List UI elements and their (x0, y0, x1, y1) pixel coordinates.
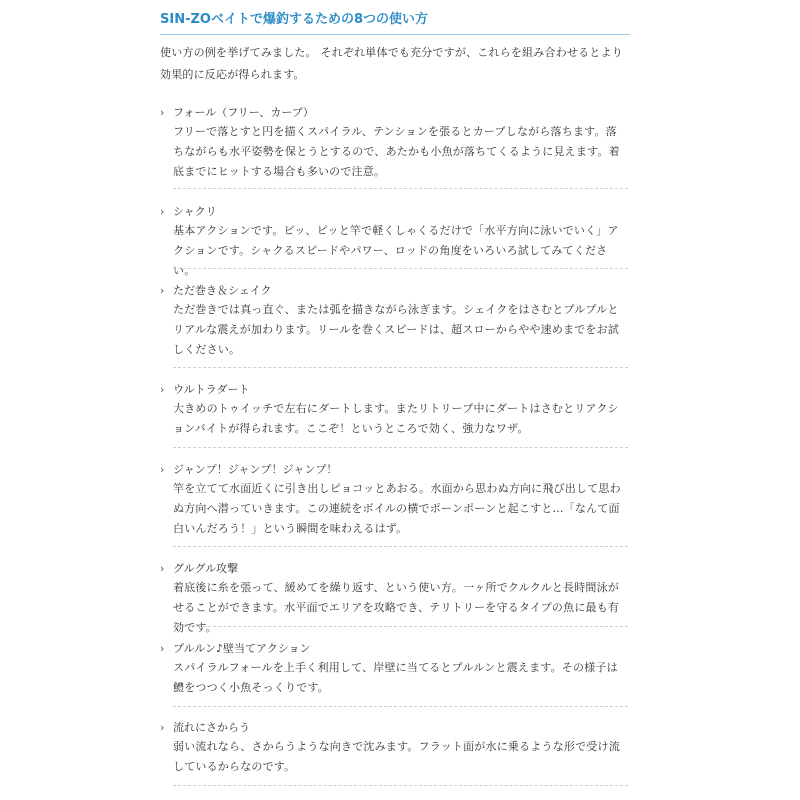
method-item (160, 460, 630, 539)
section-heading: SIN-ZOベイトで爆釣するための8つの使い方 (160, 10, 630, 35)
method-description: 着底後に糸を張って、緩めてを繰り返す、という使い方。一ヶ所でクルクルと長時間泳がせることができます。水平面でエリアを攻略でき、テリトリーを守るタイプの魚に最も有効です。 (173, 581, 620, 634)
dashed-divider (173, 188, 628, 189)
dashed-divider (173, 785, 628, 786)
method-item (160, 718, 630, 777)
method-description: 大きめのトゥイッチで左右にダートします。またリトリーブ中にダートはさむとリアクションバイトが得られます。ここぞ！というところで効く、強力なワザ。 (173, 402, 619, 435)
method-title-text: フォール（フリー、カーブ） (173, 106, 314, 119)
method-description: 基本アクションです。ピッ、ピッと竿で軽くしゃくるだけで「水平方向に泳いでいく」アクションです。シャクるスピードやパワー、ロッドの角度をいろいろ試してみてください。 (173, 224, 619, 277)
chevron-right-icon: › (160, 284, 165, 297)
dashed-divider (173, 546, 628, 547)
method-item (160, 639, 630, 698)
method-title-text: グルグル攻撃 (173, 562, 239, 575)
method-title-text: ウルトラダート (173, 383, 250, 396)
chevron-right-icon: › (160, 383, 165, 396)
method-title (160, 559, 630, 578)
method-title (160, 202, 630, 221)
method-title (160, 281, 630, 300)
method-title-text: シャクリ (173, 205, 217, 218)
method-description: ただ巻きでは真っ直ぐ、または弧を描きながら泳ぎます。シェイクをはさむとプルプルとリアルな震えが加わります。リールを巻くスピードは、超スローからやや速めまでをお試しください。 (173, 303, 620, 356)
method-description: フリーで落とすと円を描くスパイラル、テンションを張るとカーブしながら落ちます。落ちながらも水平姿勢を保とうとするので、あたかも小魚が落ちてくるように見えます。着底までにヒットする場合も多いので注意。 (173, 125, 620, 178)
method-title-text: ジャンプ！ジャンプ！ジャンプ！ (173, 463, 338, 476)
dashed-divider (173, 706, 628, 707)
dashed-divider (173, 626, 628, 627)
dashed-divider (173, 268, 628, 269)
method-item (160, 103, 630, 182)
chevron-right-icon: › (160, 642, 165, 655)
method-title (160, 380, 630, 399)
method-title-text: プルルン♪壁当てアクション (173, 642, 311, 655)
method-title-text: 流れにさからう (173, 721, 250, 734)
method-description: 弱い流れなら、さからうような向きで沈みます。フラット面が水に乗るような形で受け流しているからなのです。 (173, 740, 620, 773)
chevron-right-icon: › (160, 562, 165, 575)
method-title (160, 460, 630, 479)
dashed-divider (173, 447, 628, 448)
intro-paragraph: 使い方の例を挙げてみました。 それぞれ単体でも充分ですが、これらを組み合わせるとより効果的に反応が得られます。 (160, 46, 623, 81)
method-description: スパイラルフォールを上手く利用して、岸壁に当てるとプルルンと震えます。その様子は鱧をつつく小魚そっくりです。 (173, 661, 618, 694)
method-title-text: ただ巻き＆シェイク (173, 284, 272, 297)
method-title (160, 718, 630, 737)
method-item (160, 380, 630, 439)
method-title (160, 103, 630, 122)
chevron-right-icon: › (160, 463, 165, 476)
chevron-right-icon: › (160, 205, 165, 218)
chevron-right-icon: › (160, 721, 165, 734)
method-item (160, 202, 630, 281)
method-title (160, 639, 630, 658)
method-item (160, 281, 630, 360)
method-description: 竿を立てて水面近くに引き出しピョコッとあおる。水面から思わぬ方向に飛び出して思わぬ方向へ潜っていきます。この連続をボイルの横でポーンポーンと起こすと…「なんて面白いんだろう！」という瞬間を味わえるはず。 (173, 482, 621, 535)
dashed-divider (173, 367, 628, 368)
chevron-right-icon: › (160, 106, 165, 119)
